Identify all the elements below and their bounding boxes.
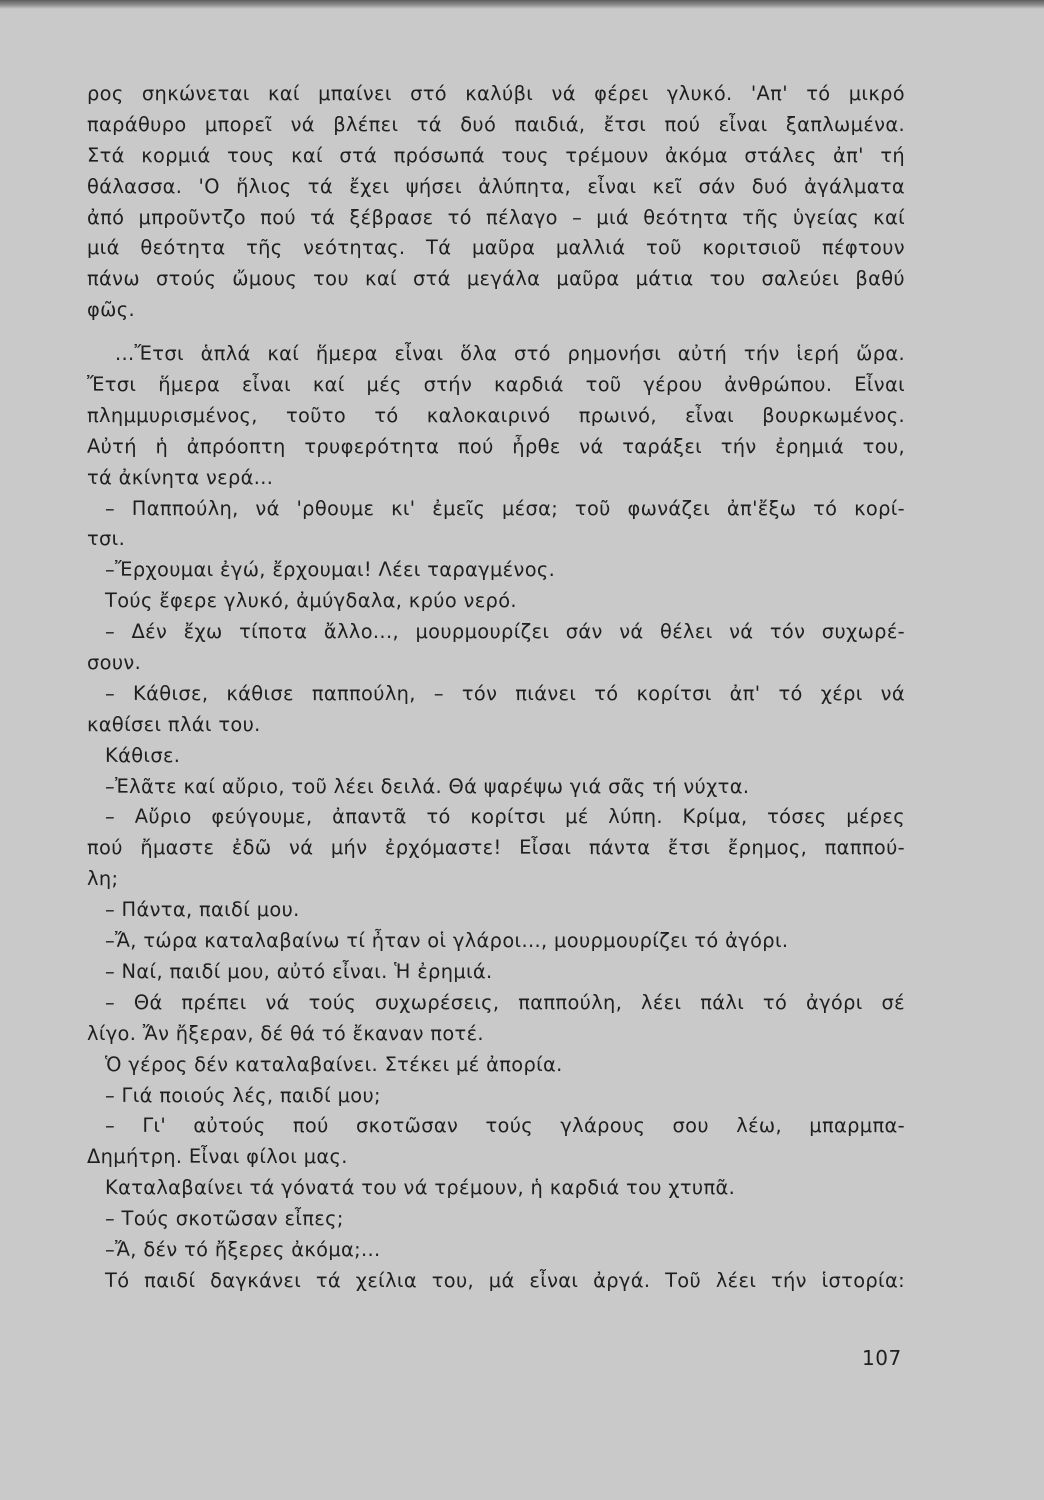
text-line: Κάθισε. [105,743,181,767]
text-line: πλημμυρισμένος, τοῦτο τό καλοκαιρινό πρωινό, εἶναι βουρκωμένος. [87,403,905,427]
text-line: πάνω στούς ὤμους του καί στά μεγάλα μαῦρα μάτια του σαλεύει βαθύ [87,267,905,291]
text-line: πού ἤμαστε ἐδῶ νά μήν ἐρχόμαστε! Εἶσαι πάντα ἔτσι ἔρημος, παππού- [87,836,905,860]
text-line: Ἔτσι ἥμερα εἶναι καί μές στήν καρδιά τοῦ γέρου ἀνθρώπου. Εἶναι [87,373,905,397]
text-line: – Γιά ποιούς λές, παιδί μου; [105,1083,381,1107]
text-line: Καταλαβαίνει τά γόνατά του νά τρέμουν, ἡ καρδιά του χτυπᾶ. [105,1176,736,1200]
text-line: σουν. [87,651,142,675]
text-line: Τούς ἔφερε γλυκό, ἀμύγδαλα, κρύο νερό. [105,589,517,613]
text-line: – Θά πρέπει νά τούς συχωρέσεις, παππούλη, λέει πάλι τό ἀγόρι σέ [105,990,905,1014]
text-line: ἀπό μπροῦντζο πού τά ξέβρασε τό πέλαγο – μιά θεότητα τῆς ὑγείας καί [87,205,905,229]
text-line: Αὐτή ἡ ἀπρόοπτη τρυφερότητα πού ἦρθε νά ταράξει τήν ἐρημιά του, [87,434,905,458]
text-line: – Δέν ἔχω τίποτα ἄλλο..., μουρμουρίζει σάν νά θέλει νά τόν συχωρέ- [105,620,905,644]
text-line: Τό παιδί δαγκάνει τά χείλια του, μά εἶναι ἀργά. Τοῦ λέει τήν ἱστορία: [105,1268,905,1292]
text-line: ρος σηκώνεται καί μπαίνει στό καλύβι νά φέρει γλυκό. 'Απ' τό μικρό [87,82,905,105]
page-number: 107 [862,1346,902,1370]
text-line: θάλασσα. 'Ο ἥλιος τά ἔχει ψήσει ἀλύπητα, εἶναι κεῖ σάν δυό ἀγάλματα [87,174,905,198]
text-line: –Ἄ, δέν τό ἤξερες ἀκόμα;... [105,1237,381,1261]
text-line: ...Ἔτσι ἁπλά καί ἥμερα εἶναι ὅλα στό ρημονήσι αὐτή τήν ἱερή ὥρα. [115,342,905,366]
text-line: – Κάθισε, κάθισε παππούλη, – τόν πιάνει τό κορίτσι ἀπ' τό χέρι νά [105,681,905,705]
text-line: – Ναί, παιδί μου, αὐτό εἶναι. Ἡ ἐρημιά. [105,959,493,983]
text-line: – Γι' αὐτούς πού σκοτῶσαν τούς γλάρους σου λέω, μπαρμπα- [105,1114,905,1138]
text-line: λίγο. Ἄν ἤξεραν, δέ θά τό ἔκαναν ποτέ. [87,1021,484,1045]
text-line: καθίσει πλάι του. [87,712,261,736]
text-line: λη; [87,867,119,891]
text-line: –Ἐλᾶτε καί αὔριο, τοῦ λέει δειλά. Θά ψαρέψω γιά σᾶς τή νύχτα. [105,774,750,798]
text-line: – Αὔριο φεύγουμε, ἀπαντᾶ τό κορίτσι μέ λύπη. Κρίμα, τόσες μέρες [105,805,905,829]
text-line: Δημήτρη. Εἶναι φίλοι μας. [87,1145,348,1169]
text-line: παράθυρο μπορεῖ νά βλέπει τά δυό παιδιά, ἔτσι πού εἶναι ξαπλωμένα. [87,112,905,136]
text-line: Στά κορμιά τους καί στά πρόσωπά τους τρέμουν ἀκόμα στάλες ἀπ' τή [87,143,905,167]
text-line: – Παππούλη, νά 'ρθουμε κι' ἐμεῖς μέσα; τοῦ φωνάζει ἀπ'ἔξω τό κορί- [105,496,905,520]
text-line: – Τούς σκοτῶσαν εἶπες; [105,1207,344,1231]
text-line: τσι. [87,527,126,551]
text-line: – Πάντα, παιδί μου. [105,898,300,922]
text-line: μιά θεότητα τῆς νεότητας. Τά μαῦρα μαλλιά τοῦ κοριτσιοῦ πέφτουν [87,236,905,260]
body-text [87,79,905,1297]
text-line: –Ἔρχουμαι ἐγώ, ἔρχουμαι! Λέει ταραγμένος. [105,558,556,582]
text-line: φῶς. [87,298,135,322]
text-line: τά ἀκίνητα νερά... [87,465,274,489]
text-line: Ὁ γέρος δέν καταλαβαίνει. Στέκει μέ ἀπορία. [105,1052,563,1076]
text-line: –Ἄ, τώρα καταλαβαίνω τί ἦταν οἱ γλάροι..., μουρμουρίζει τό ἀγόρι. [105,929,789,953]
